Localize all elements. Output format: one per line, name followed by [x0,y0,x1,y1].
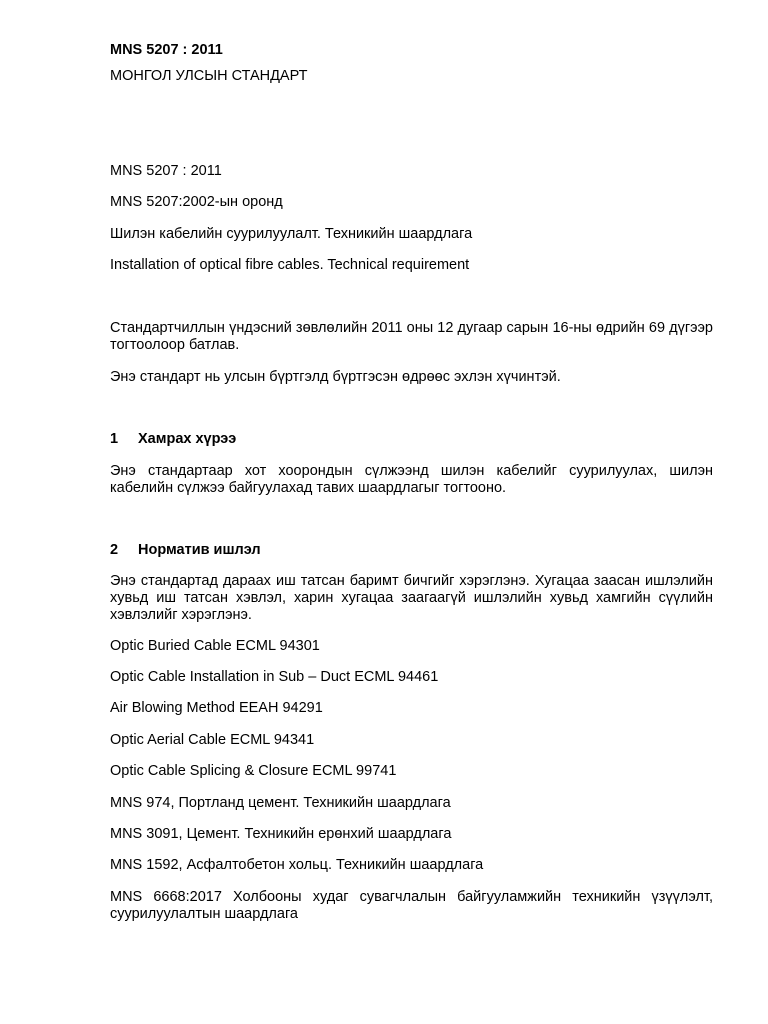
effective-text: Энэ стандарт нь улсын бүртгэлд бүртгэсэн өдрөөс эхлэн хүчинтэй. [110,369,561,385]
standard-title-mn: Шилэн кабелийн суурилуулалт. Техникийн шаардлага [110,226,473,242]
section-1-number: 1 [110,431,119,447]
section-2-number: 2 [110,542,119,558]
section-2-heading [110,542,261,559]
standard-type-title: МОНГОЛ УЛСЫН СТАНДАРТ [110,68,308,84]
section-2-text: Энэ стандартад дараах иш татсан баримт бичгийг хэрэглэнэ. Хугацаа заасан ишлэлийн хувьд иш татсан хэвлэл, харин хугацаа заагаагүй ишлэлийн хувьд хамгийн сүүлийн хэвлэлийг хэрэглэнэ. [110,573,713,623]
reference-item: Air Blowing Method EEAH 94291 [110,700,323,716]
reference-item: MNS 974, Портланд цемент. Техникийн шаардлага [110,795,451,811]
standard-title-en: Installation of optical fibre cables. Technical requirement [110,257,470,273]
replaces-note: MNS 5207:2002-ын оронд [110,194,283,210]
reference-item: MNS 1592, Асфалтобетон хольц. Техникийн шаардлага [110,857,484,873]
standard-code-header: MNS 5207 : 2011 [110,42,223,58]
reference-item: MNS 6668:2017 Холбооны худаг сувагчлалын байгууламжийн техникийн үзүүлэлт, суурилуулалтын шаардлага [110,889,713,922]
section-2-title: Норматив ишлэл [138,542,261,558]
reference-item: MNS 3091, Цемент. Техникийн ерөнхий шаардлага [110,826,452,842]
section-1-text: Энэ стандартаар хот хоорондын сүлжээнд шилэн кабелийг суурилуулах, шилэн кабелийн сүлжээ байгуулахад тавих шаардлагыг тогтооно. [110,463,713,496]
approval-text: Стандартчиллын үндэсний зөвлөлийн 2011 оны 12 дугаар сарын 16-ны өдрийн 69 дүгээр тогтоолоор батлав. [110,320,713,353]
section-1-title: Хамрах хүрээ [138,431,237,447]
standard-code: MNS 5207 : 2011 [110,163,222,179]
reference-item: Optic Buried Cable ECML 94301 [110,638,320,654]
reference-item: Optic Cable Splicing & Closure ECML 99741 [110,763,397,779]
reference-item: Optic Cable Installation in Sub – Duct ECML 94461 [110,669,439,685]
reference-item: Optic Aerial Cable ECML 94341 [110,732,315,748]
section-1-heading [110,431,236,448]
